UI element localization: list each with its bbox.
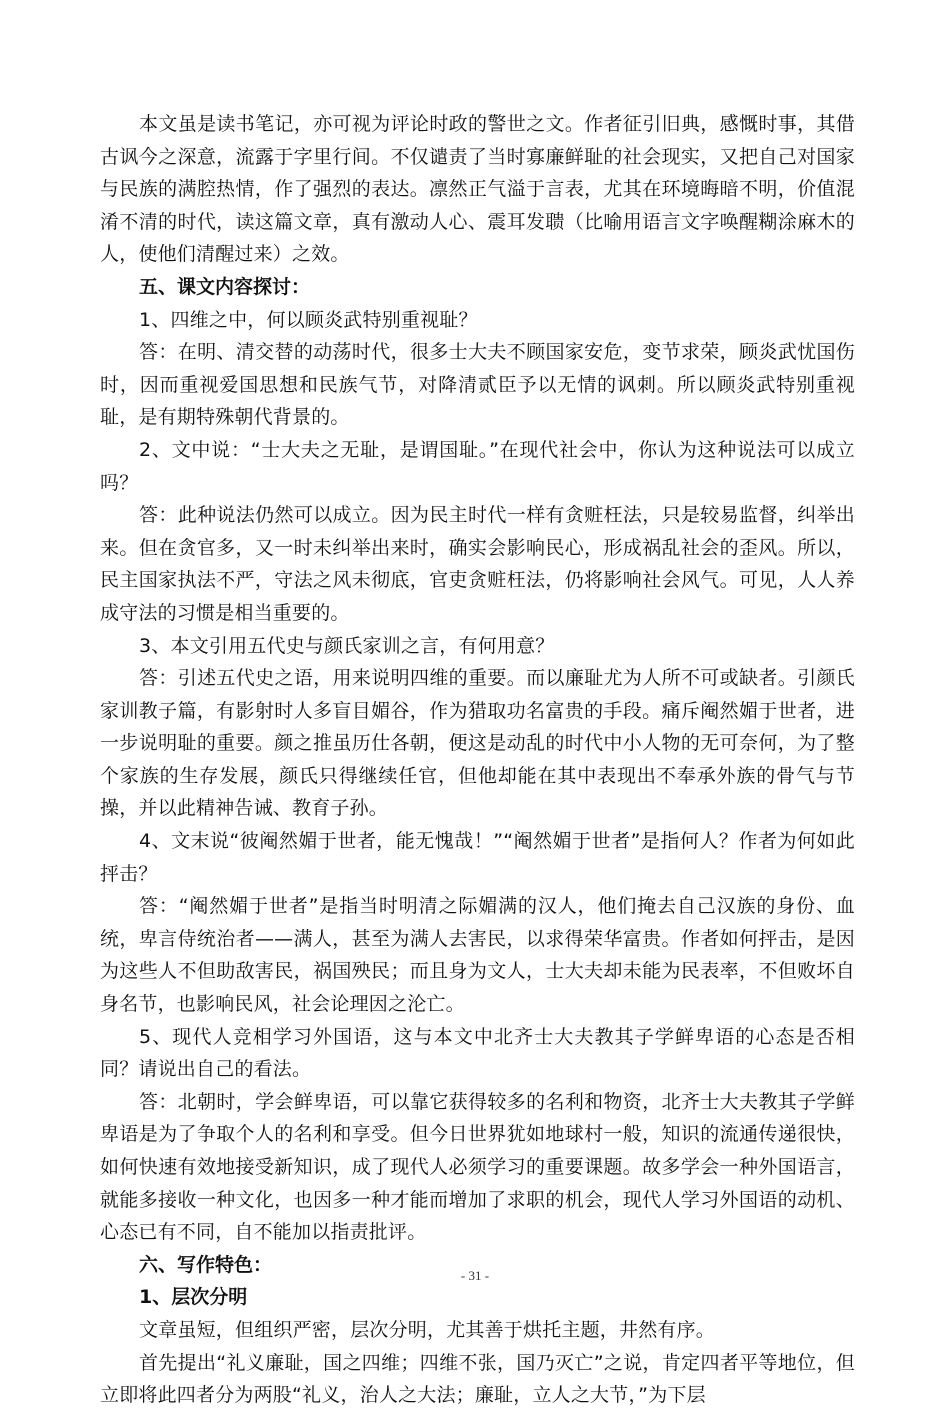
writing-paragraph-1: 文章虽短，但组织严密，层次分明，尤其善于烘托主题，井然有序。 <box>139 1318 716 1341</box>
answer-2: 答：此种说法仍然可以成立。因为民主时代一样有贪赃枉法，只是较易监督，纠举出来。但在贪官多，又一时未纠举出来时，确实会影响民心，形成祸乱社会的歪风。所以，民主国家执法不严，守法之风未彻底，官吏贪赃枉法，仍将影响社会风气。可见，人人养成守法的习惯是相当重要的。 <box>100 504 855 624</box>
question-4: 4、文末说“彼阉然媚于世者，能无愧哉！”“阉然媚于世者”是指何人？作者为何如此抨击？ <box>100 830 855 885</box>
intro-paragraph: 本文虽是读书笔记，亦可视为评论时政的警世之文。作者征引旧典，感慨时事，其借古讽今之深意，流露于字里行间。不仅谴责了当时寡廉鲜耻的社会现实，又把自己对国家与民族的满腔热情，作了强烈的表达。凛然正气溢于言表，尤其在环境晦暗不明，价值混淆不清的时代，读这篇文章，真有激动人心、震耳发聩（比喻用语言文字唤醒糊涂麻木的人，使他们清醒过来）之效。 <box>100 113 855 266</box>
section-heading-5: 五、课文内容探讨： <box>139 275 311 298</box>
question-3: 3、本文引用五代史与颜氏家训之言，有何用意？ <box>139 634 555 657</box>
answer-1: 答：在明、清交替的动荡时代，很多士大夫不顾国家安危，变节求荣，顾炎武忧国伤时，因而重视爱国思想和民族气节，对降清贰臣予以无情的讽刺。所以顾炎武特别重视耻，是有期特殊朝代背景的。 <box>100 341 855 429</box>
section-heading-6: 六、写作特色： <box>139 1253 273 1276</box>
answer-3: 答：引述五代史之语，用来说明四维的重要。而以廉耻尤为人所不可或缺者。引颜氏家训教子篇，有影射时人多盲目媚谷，作为猎取功名富贵的手段。痛斥阉然媚于世者，进一步说明耻的重要。颜之推虽历仕各朝，便这是动乱的时代中小人物的无可奈何，为了整个家族的生存发展，颜氏只得继续任官，但他却能在其中表现出不奉承外族的骨气与节操，并以此精神告诫、教育子孙。 <box>100 667 855 820</box>
writing-paragraph-2: 首先提出“礼义廉耻，国之四维；四维不张，国乃灭亡”之说，肯定四者平等地位，但立即将此四者分为两股“礼义，治人之大法；廉耻，立人之大节，”为下层 <box>100 1351 855 1407</box>
question-2: 2、文中说：“士大夫之无耻，是谓国耻。”在现代社会中，你认为这种说法可以成立吗？ <box>100 438 855 494</box>
document-body <box>100 108 855 1412</box>
answer-4: 答：“阉然媚于世者”是指当时明清之际媚满的汉人，他们掩去自己汉族的身份、血统，卑言侍统治者——满人，甚至为满人去害民，以求得荣华富贵。作者如何抨击，是因为这些人不但助敌害民，祸国殃民；而且身为文人，士大夫却未能为民表率，不但败坏自身名节，也影响民风，社会论理因之沦亡。 <box>100 895 855 1016</box>
page-number: - 31 - <box>460 1268 490 1283</box>
question-5: 5、现代人竞相学习外国语，这与本文中北齐士大夫教其子学鲜卑语的心态是否相同？请说出自己的看法。 <box>100 1025 855 1081</box>
subheading-layered: 1、层次分明 <box>139 1286 248 1309</box>
question-1: 1、四维之中，何以顾炎武特别重视耻？ <box>139 308 478 331</box>
answer-5: 答：北朝时，学会鲜卑语，可以靠它获得较多的名利和物资，北齐士大夫教其子学鲜卑语是为了争取个人的名利和享受。但今日世界犹如地球村一般，知识的流通传递很快，如何快速有效地接受新知识，成了现代人必须学习的重要课题。故多学会一种外国语言，就能多接收一种文化，也因多一种才能而增加了求职的机会，现代人学习外国语的动机、心态已有不同，自不能加以指责批评。 <box>100 1090 855 1244</box>
